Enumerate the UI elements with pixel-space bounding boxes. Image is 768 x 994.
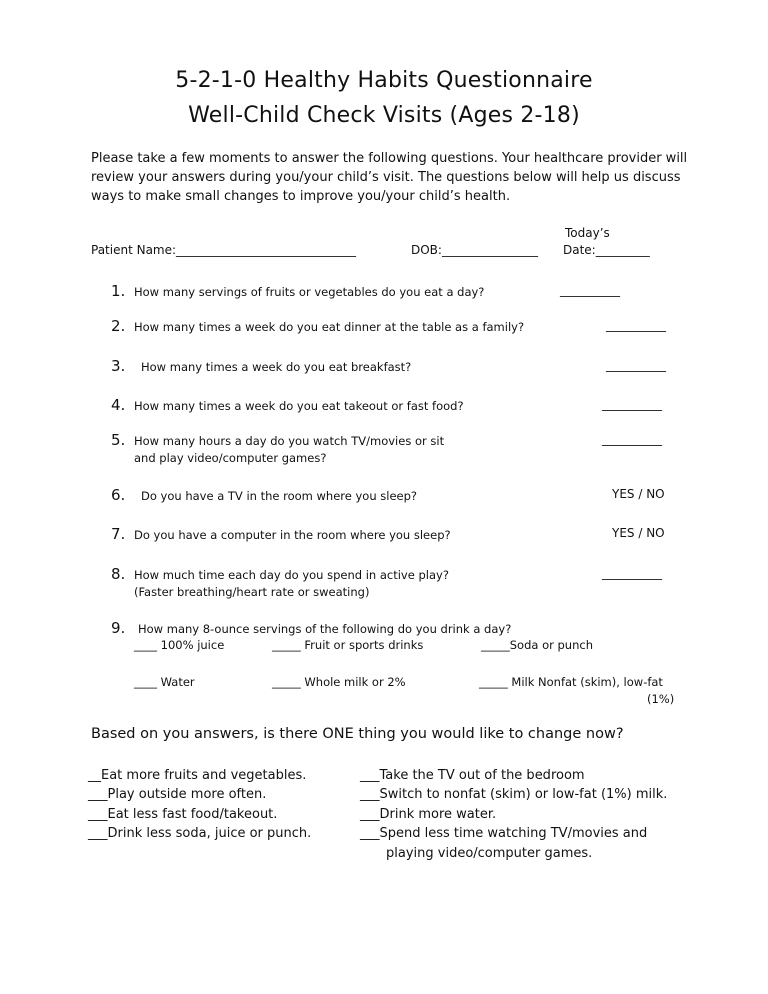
answer-blank[interactable]: __________: [602, 397, 662, 411]
patient-name-field[interactable]: Patient Name:______________________________: [91, 243, 357, 257]
question-text: How many hours a day do you watch TV/movies or sit: [134, 434, 445, 448]
answer-blank[interactable]: __________: [606, 318, 666, 332]
drink-whole-milk[interactable]: _____ Whole milk or 2%: [272, 675, 406, 689]
page-subtitle: Well-Child Check Visits (Ages 2-18): [188, 103, 580, 128]
drink-juice[interactable]: ____ 100% juice: [134, 638, 225, 652]
question-number: 2.: [111, 317, 126, 335]
change-prompt: Based on you answers, is there ONE thing you would like to change now?: [91, 726, 624, 742]
question-text: How many 8-ounce servings of the following do you drink a day?: [138, 622, 512, 636]
choice-item[interactable]: ___Eat less fast food/takeout.: [88, 807, 278, 822]
question-text: Do you have a TV in the room where you sleep?: [141, 489, 418, 503]
question-text: How many times a week do you eat dinner at the table as a family?: [134, 320, 525, 334]
question-number: 1.: [111, 282, 126, 300]
drink-water[interactable]: ____ Water: [134, 675, 195, 689]
choice-item[interactable]: ___Switch to nonfat (skim) or low-fat (1%) milk.: [360, 787, 668, 802]
answer-blank[interactable]: __________: [602, 566, 662, 580]
question-number: 6.: [111, 486, 126, 504]
choice-item[interactable]: __Eat more fruits and vegetables.: [88, 768, 307, 783]
question-text: How many times a week do you eat breakfast?: [141, 360, 412, 374]
answer-blank[interactable]: __________: [602, 432, 662, 446]
dob-field[interactable]: DOB:________________: [411, 243, 538, 257]
question-number: 7.: [111, 525, 126, 543]
yes-no-choice[interactable]: YES / NO: [612, 526, 665, 540]
question-number: 8.: [111, 565, 126, 583]
question-text: How much time each day do you spend in active play?: [134, 568, 449, 582]
question-number: 5.: [111, 431, 126, 449]
drink-nonfat-milk[interactable]: _____ Milk Nonfat (skim), low-fat: [479, 675, 663, 689]
question-number: 9.: [111, 619, 126, 637]
page-title: 5-2-1-0 Healthy Habits Questionnaire: [175, 68, 593, 93]
intro-paragraph: Please take a few moments to answer the following questions. Your healthcare provider will review your answers during you/your child’s visit. The questions below will help us discuss ways to make small changes to improve you/your child’s health.: [91, 151, 688, 204]
question-number: 4.: [111, 396, 126, 414]
choice-item-cont: playing video/computer games.: [386, 846, 593, 861]
question-text: and play video/computer games?: [134, 451, 327, 465]
drink-nonfat-milk-cont: (1%): [647, 692, 675, 706]
answer-blank[interactable]: __________: [560, 283, 620, 297]
question-text: Do you have a computer in the room where you sleep?: [134, 528, 451, 542]
answer-blank[interactable]: __________: [606, 358, 666, 372]
choice-item[interactable]: ___Play outside more often.: [88, 787, 267, 802]
question-number: 3.: [111, 357, 126, 375]
choice-item[interactable]: ___Drink more water.: [360, 807, 497, 822]
drink-soda[interactable]: _____Soda or punch: [481, 638, 593, 652]
yes-no-choice[interactable]: YES / NO: [612, 487, 665, 501]
question-text: How many times a week do you eat takeout or fast food?: [134, 399, 464, 413]
drink-fruit-sports[interactable]: _____ Fruit or sports drinks: [272, 638, 424, 652]
question-text: How many servings of fruits or vegetables do you eat a day?: [134, 285, 485, 299]
choice-item[interactable]: ___Drink less soda, juice or punch.: [88, 826, 312, 841]
question-text: (Faster breathing/heart rate or sweating): [134, 585, 370, 599]
choice-item[interactable]: ___Take the TV out of the bedroom: [360, 768, 585, 783]
date-field[interactable]: Date:_________: [563, 243, 650, 257]
choice-item[interactable]: ___Spend less time watching TV/movies and: [360, 826, 648, 841]
today-label: Today’s: [565, 226, 610, 240]
